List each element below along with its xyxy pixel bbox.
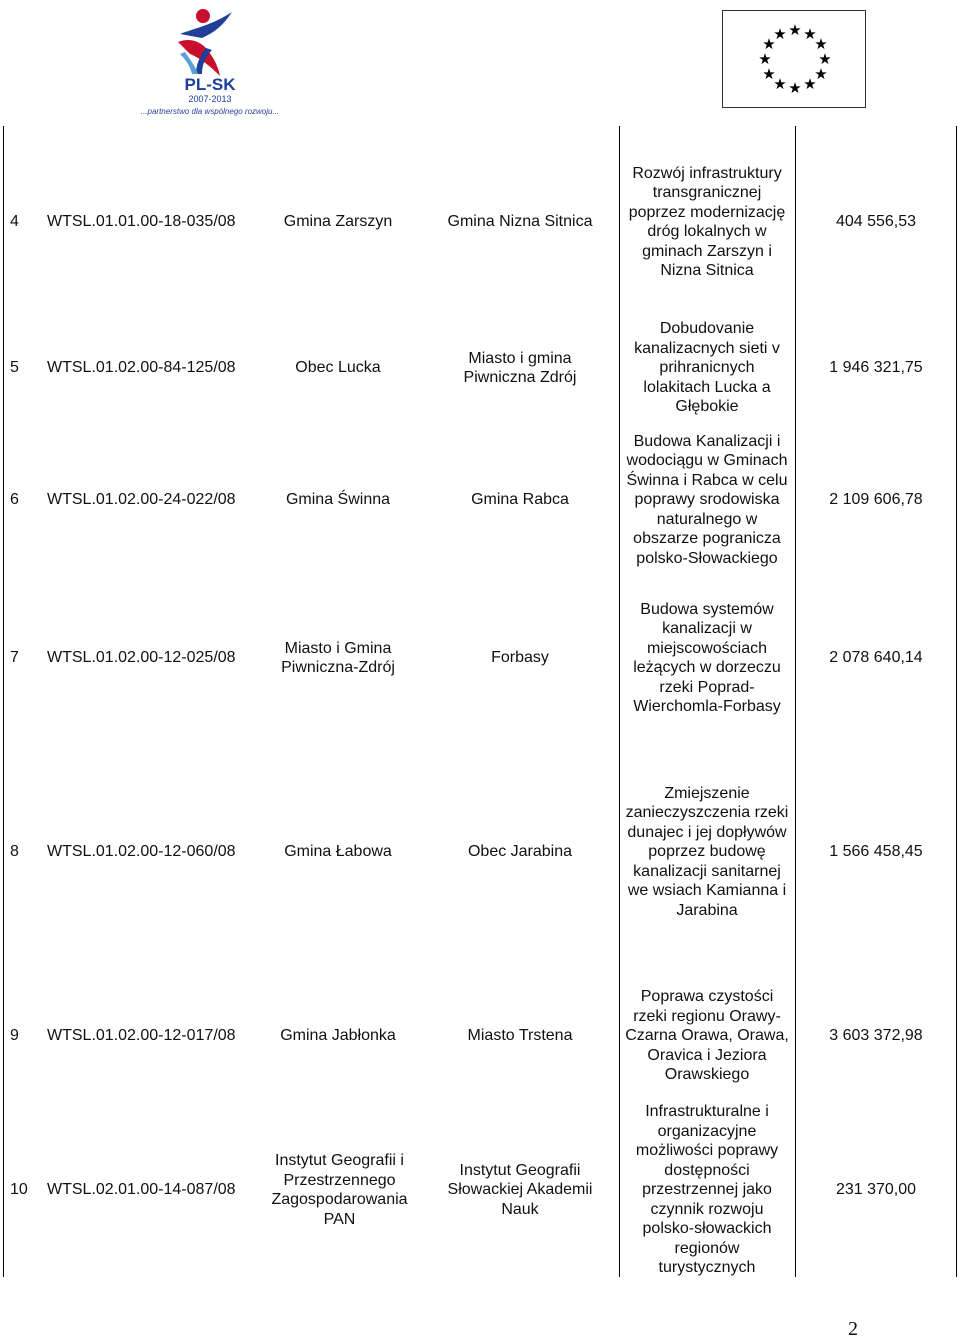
- row-number: 10: [10, 1181, 28, 1199]
- partner: Obec Jarabina: [467, 843, 573, 861]
- project-code: WTSL.01.02.00-12-060/08: [47, 843, 236, 861]
- table-border-right: [956, 126, 957, 1277]
- project-title: Infrastrukturalne i organizacyjne możliwości poprawy dostępności przestrzennej jako czynnik rozwoju polsko-słowackich regionów turystycznych: [635, 1103, 779, 1277]
- svg-text:★: ★: [788, 21, 802, 39]
- project-amount: 2 109 606,78: [829, 491, 923, 509]
- project-title: Budowa Kanalizacji i wodociągu w Gminach Świnna i Rabca w celu poprawy srodowiska naturalnego w obszarze pogranicza polsko-Słowackiego: [626, 432, 788, 567]
- project-amount: 404 556,53: [835, 213, 917, 231]
- project-code: WTSL.01.02.00-12-017/08: [47, 1027, 236, 1045]
- partner: Instytut Geografii Słowackiej Akademii Nauk: [447, 1161, 593, 1218]
- project-code: WTSL.02.01.00-14-087/08: [47, 1181, 236, 1199]
- project-amount: 231 370,00: [835, 1181, 917, 1199]
- lead-partner: Miasto i Gmina Piwniczna-Zdrój: [281, 639, 395, 676]
- lead-partner: Gmina Łabowa: [284, 843, 392, 861]
- table-border-left: [3, 126, 4, 1277]
- row-number: 7: [10, 649, 19, 667]
- row-number: 5: [10, 359, 19, 377]
- project-code: WTSL.01.01.00-18-035/08: [47, 213, 236, 231]
- partner: Miasto i gmina Piwniczna Zdrój: [463, 349, 577, 386]
- pl-sk-years: 2007-2013: [188, 94, 232, 104]
- project-title: Budowa systemów kanalizacji w miejscowościach leżących w dorzeczu rzeki Poprad-Wierchomla-Forbasy: [633, 600, 781, 715]
- project-code: WTSL.01.02.00-12-025/08: [47, 649, 236, 667]
- project-title: Zmiejszenie zanieczyszczenia rzeki dunajec i jej dopływów poprzez budowę kanalizacji sanitarnej we wsiach Kamianna i Jarabina: [625, 784, 789, 919]
- lead-partner: Gmina Zarszyn: [283, 213, 393, 231]
- partner: Miasto Trstena: [467, 1027, 573, 1045]
- svg-text:★: ★: [814, 35, 828, 53]
- svg-text:★: ★: [773, 25, 787, 43]
- partner: Gmina Nizna Sitnica: [447, 213, 593, 231]
- svg-text:★: ★: [758, 50, 772, 68]
- row-number: 6: [10, 491, 19, 509]
- svg-text:★: ★: [803, 25, 817, 43]
- row-number: 9: [10, 1027, 19, 1045]
- project-amount: 3 603 372,98: [829, 1027, 923, 1045]
- lead-partner: Gmina Jabłonka: [280, 1027, 396, 1045]
- lead-partner: Instytut Geografii i Przestrzennego Zagospodarowania PAN: [271, 1152, 408, 1228]
- project-title: Rozwój infrastruktury transgranicznej poprzez modernizację dróg lokalnych w gminach Zarszyn i Nizna Sitnica: [628, 164, 786, 279]
- svg-text:★: ★: [762, 65, 776, 83]
- project-amount: 2 078 640,14: [829, 649, 923, 667]
- lead-partner: Gmina Świnna: [285, 491, 391, 509]
- svg-text:★: ★: [788, 79, 802, 97]
- project-title: Dobudovanie kanalizacnych sieti v prihranicnych lolakitach Lucka a Głębokie: [634, 320, 780, 416]
- project-code: WTSL.01.02.00-24-022/08: [47, 491, 236, 509]
- row-number: 4: [10, 213, 19, 231]
- project-amount: 1 946 321,75: [829, 359, 923, 377]
- partner: Gmina Rabca: [471, 491, 569, 509]
- pl-sk-text: PL-SK: [184, 75, 236, 94]
- lead-partner: Obec Lucka: [295, 359, 381, 377]
- page-number: 2: [848, 1318, 858, 1340]
- svg-text:★: ★: [773, 75, 787, 93]
- svg-text:★: ★: [803, 75, 817, 93]
- svg-text:★: ★: [762, 35, 776, 53]
- project-code: WTSL.01.02.00-84-125/08: [47, 359, 236, 377]
- project-title: Poprawa czystości rzeki regionu Orawy-Czarna Orawa, Orawa, Oravica i Jeziora Orawskiego: [625, 988, 789, 1084]
- table-border-title-right: [795, 126, 796, 1277]
- project-amount: 1 566 458,45: [829, 843, 923, 861]
- table-border-title-left: [619, 126, 620, 1277]
- partner: Forbasy: [491, 649, 549, 667]
- svg-text:★: ★: [814, 65, 828, 83]
- pl-sk-caption: ...partnerstwo dla wspólnego rozwoju...: [140, 107, 280, 116]
- svg-text:★: ★: [818, 50, 832, 68]
- row-number: 8: [10, 843, 19, 861]
